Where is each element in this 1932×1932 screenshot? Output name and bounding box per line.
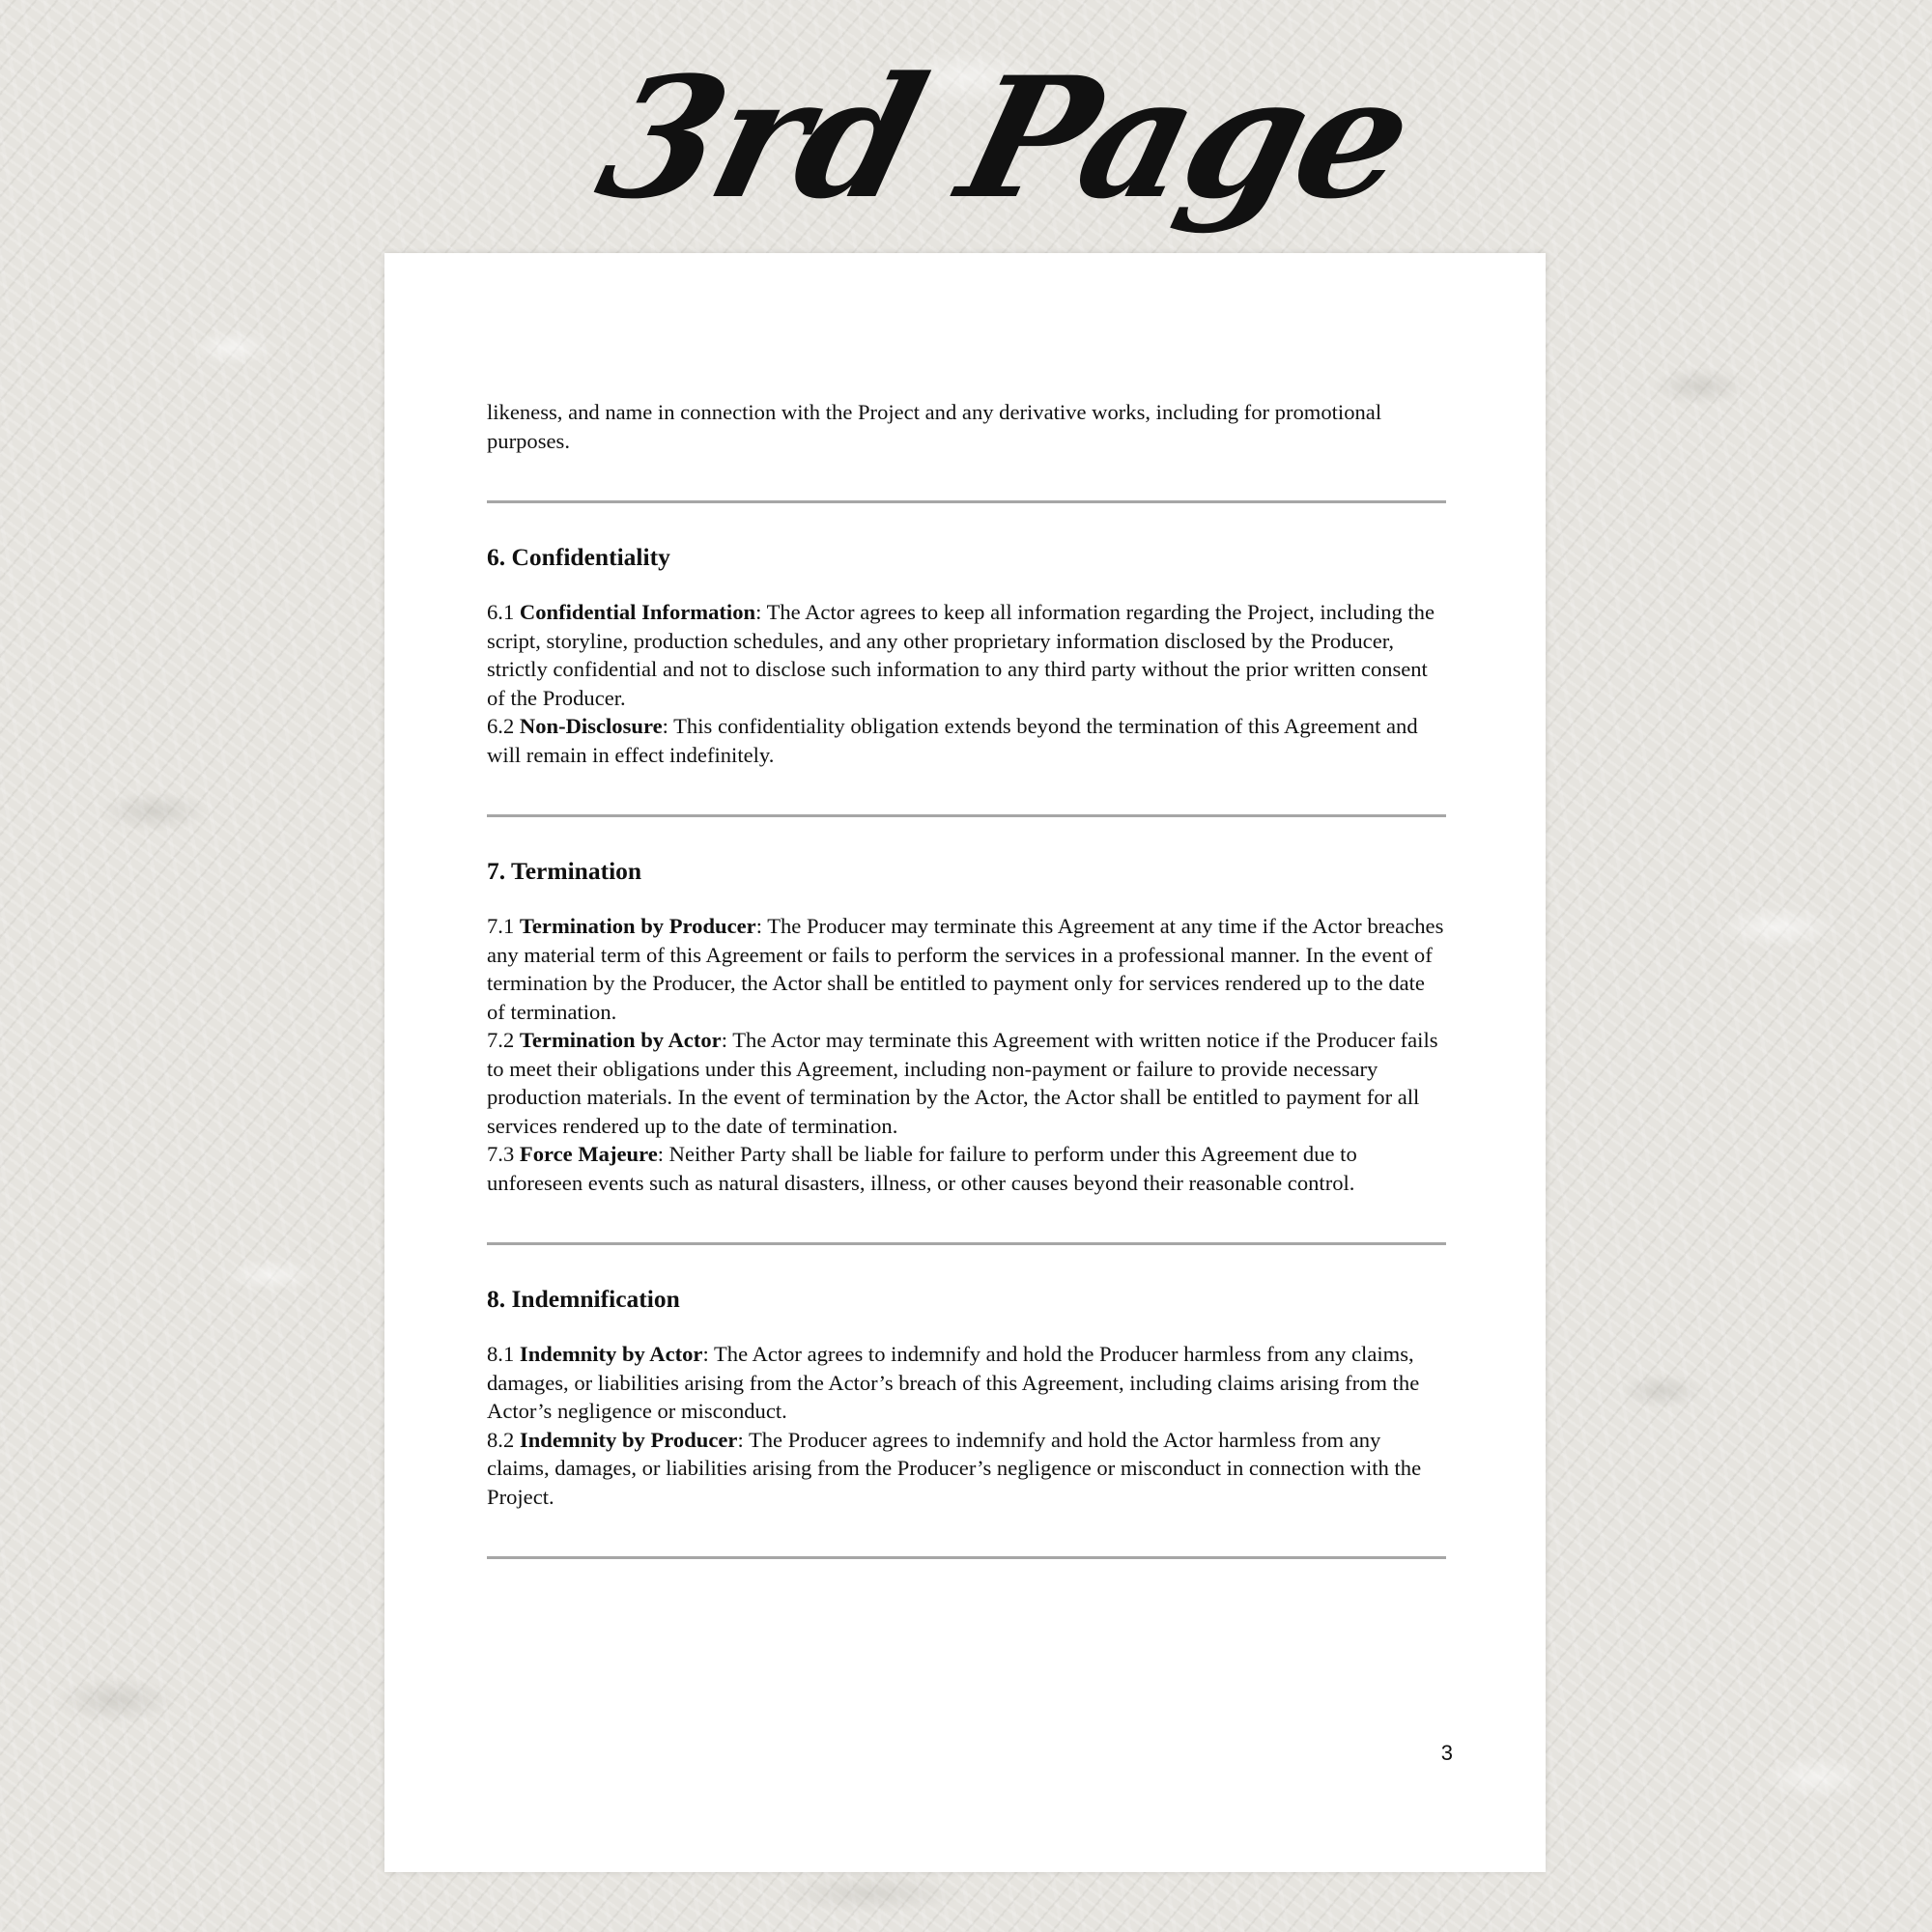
section-divider <box>487 1556 1446 1559</box>
clause-number: 7.3 <box>487 1142 515 1166</box>
clause-text: : The Producer may terminate this Agreement at any time if the Actor breaches any material term of this Agreement or fails to perform the services in a professional manner. In the event of termination by the Producer, the Actor shall be entitled to payment only for services rendered up to the date of termination. <box>487 914 1444 1024</box>
section-title-indemnification: 8. Indemnification <box>487 1285 680 1313</box>
continued-paragraph: likeness, and name in connection with the Project and any derivative works, including for promotional purposes. <box>487 400 1382 453</box>
clause-number: 8.2 <box>487 1427 515 1452</box>
clause-text: : This confidentiality obligation extends beyond the termination of this Agreement and will remain in effect indefinitely. <box>487 714 1418 767</box>
clause-term: Termination by Actor <box>519 1028 722 1052</box>
clause-6-2 <box>487 712 1446 769</box>
section-divider <box>487 814 1446 817</box>
clause-term: Non-Disclosure <box>519 714 663 738</box>
clause-text: : Neither Party shall be liable for failure to perform under this Agreement due to unforeseen events such as natural disasters, illness, or other causes beyond their reasonable control. <box>487 1142 1357 1195</box>
clause-number: 6.2 <box>487 714 515 738</box>
clause-7-2 <box>487 1026 1446 1140</box>
clause-text: : The Producer agrees to indemnify and hold the Actor harmless from any claims, damages, or liabilities arising from the Producer’s negligence or misconduct in connection with the Project. <box>487 1427 1422 1509</box>
clause-7-3 <box>487 1140 1446 1197</box>
document-body <box>487 398 1446 1598</box>
section-title-confidentiality: 6. Confidentiality <box>487 543 670 571</box>
clause-text: : The Actor agrees to keep all information regarding the Project, including the script, storyline, production schedules, and any other proprietary information disclosed by the Producer, strictly confidential and not to disclose such information to any third party without the prior written consent of the Producer. <box>487 600 1435 710</box>
clause-text: : The Actor agrees to indemnify and hold the Producer harmless from any claims, damages, or liabilities arising from the Actor’s breach of this Agreement, including claims arising from the Actor’s negligence or misconduct. <box>487 1342 1420 1423</box>
clause-number: 7.2 <box>487 1028 515 1052</box>
clause-term: Indemnity by Producer <box>519 1427 738 1452</box>
clause-term: Force Majeure <box>519 1142 658 1166</box>
clause-8-1 <box>487 1340 1446 1426</box>
clause-8-2 <box>487 1426 1446 1512</box>
clause-text: : The Actor may terminate this Agreement with written notice if the Producer fails to meet their obligations under this Agreement, including non-payment or failure to provide necessary production materials. In the event of termination by the Actor, the Actor shall be entitled to payment for all services rendered up to the date of termination. <box>487 1028 1438 1138</box>
page-heading: 3rd Page <box>582 40 1428 236</box>
clause-number: 7.1 <box>487 914 515 938</box>
section-divider <box>487 500 1446 503</box>
section-divider <box>487 1242 1446 1245</box>
clause-7-1 <box>487 912 1446 1026</box>
page-number: 3 <box>1440 1741 1453 1765</box>
clause-term: Indemnity by Actor <box>519 1342 703 1366</box>
clause-6-1 <box>487 598 1446 712</box>
document-sheet <box>384 253 1546 1872</box>
clause-number: 8.1 <box>487 1342 515 1366</box>
clause-term: Termination by Producer <box>519 914 756 938</box>
clause-number: 6.1 <box>487 600 515 624</box>
clause-term: Confidential Information <box>519 600 756 624</box>
section-title-termination: 7. Termination <box>487 857 642 885</box>
